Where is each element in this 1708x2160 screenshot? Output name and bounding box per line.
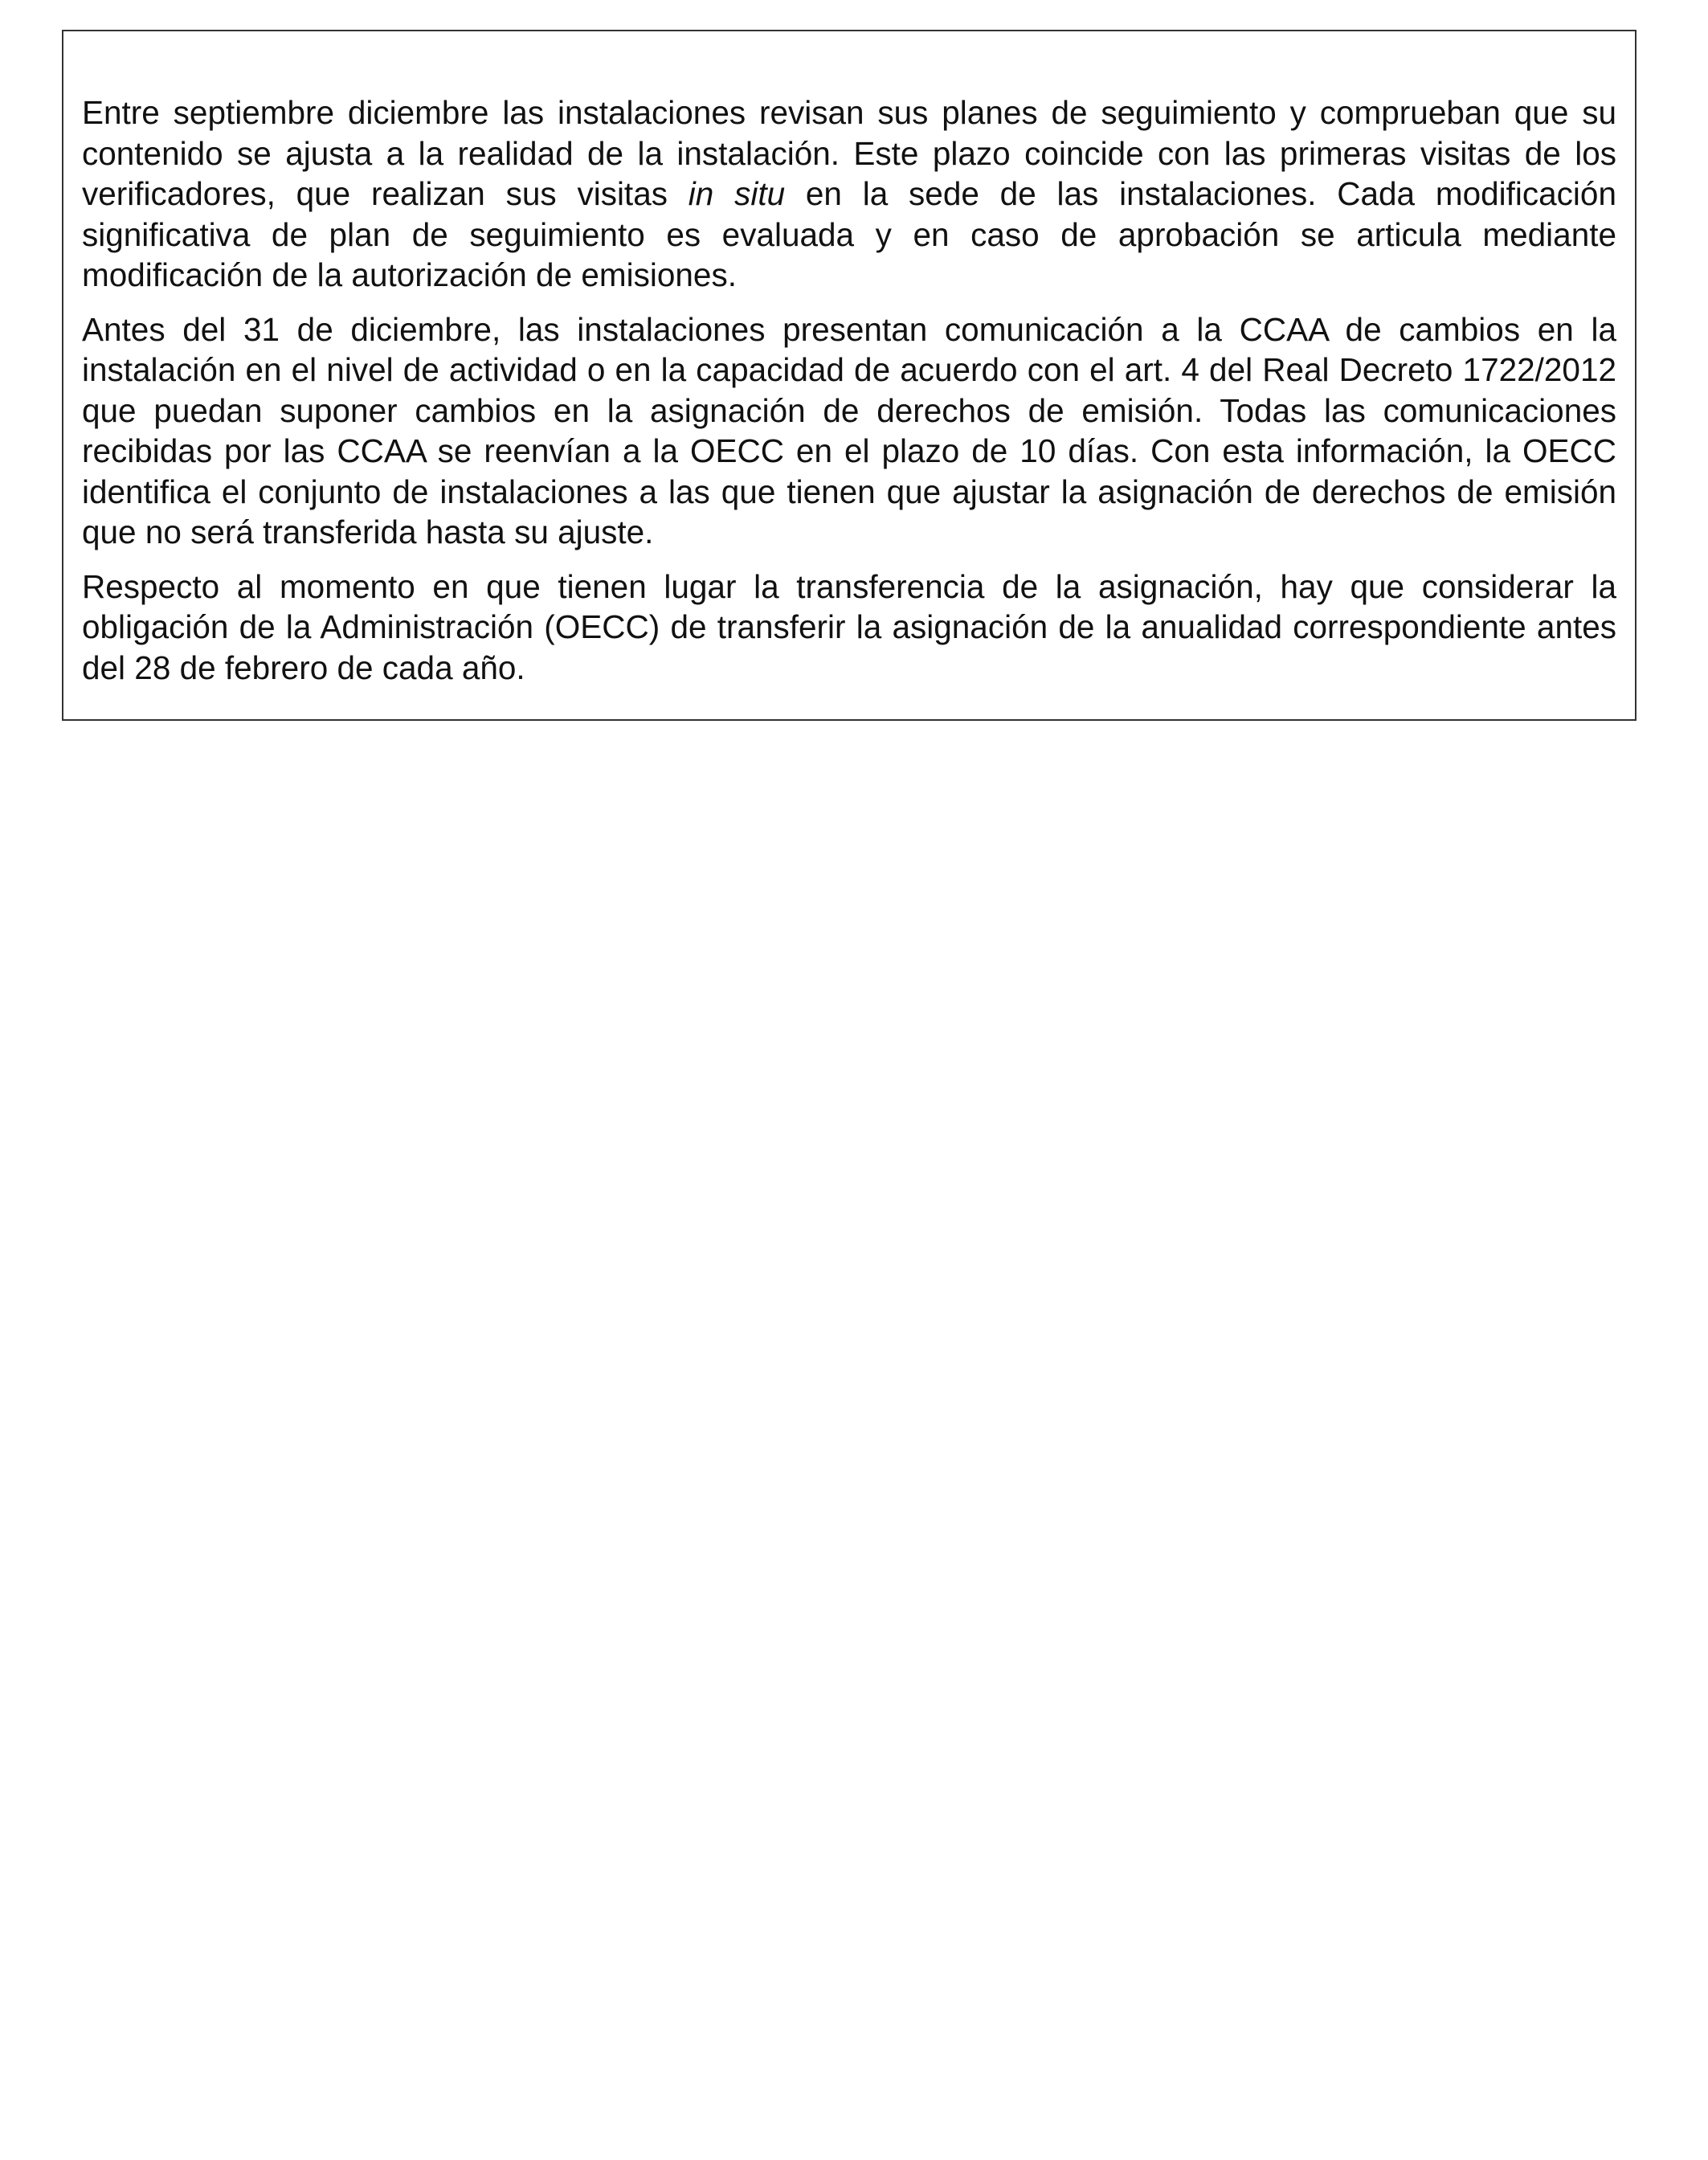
bordered-text-box (62, 30, 1636, 721)
paragraph-plan-review (82, 92, 1616, 296)
paragraph-allocation-transfer: Respecto al momento en que tienen lugar la transferencia de la asignación, hay que considerar la obligación de la Administración (OECC) de transferir la asignación de la anualidad correspondiente antes del 28 de febrero de cada año. (82, 567, 1616, 686)
paragraph-plan-review-text-start: Entre septiembre diciembre las instalaciones revisan sus planes de seguimiento y comprueban que su contenido se ajusta a la realidad de la instalación. Este plazo coincide con las primeras visitas de los verificadores, que realizan sus visitas (82, 94, 1616, 212)
paragraph-plan-review-text-end: en la sede de las instalaciones. Cada modificación significativa de plan de seguimiento es evaluada y en caso de aprobación se articula mediante modificación de la autorización de emisiones. (82, 175, 1616, 293)
paragraph-plan-review-emphasis: in situ (688, 175, 786, 212)
paragraph-installation-changes: Antes del 31 de diciembre, las instalaciones presentan comunicación a la CCAA de cambios en la instalación en el nivel de actividad o en la capacidad de acuerdo con el art. 4 del Real Decreto 1722/2012 que puedan suponer cambios en la asignación de derechos de emisión. Todas las comunicaciones recibidas por las CCAA se reenvían a la OECC en el plazo de 10 días. Con esta información, la OECC identifica el conjunto de instalaciones a las que tienen que ajustar la asignación de derechos de emisión que no será transferida hasta su ajuste. (82, 310, 1616, 550)
